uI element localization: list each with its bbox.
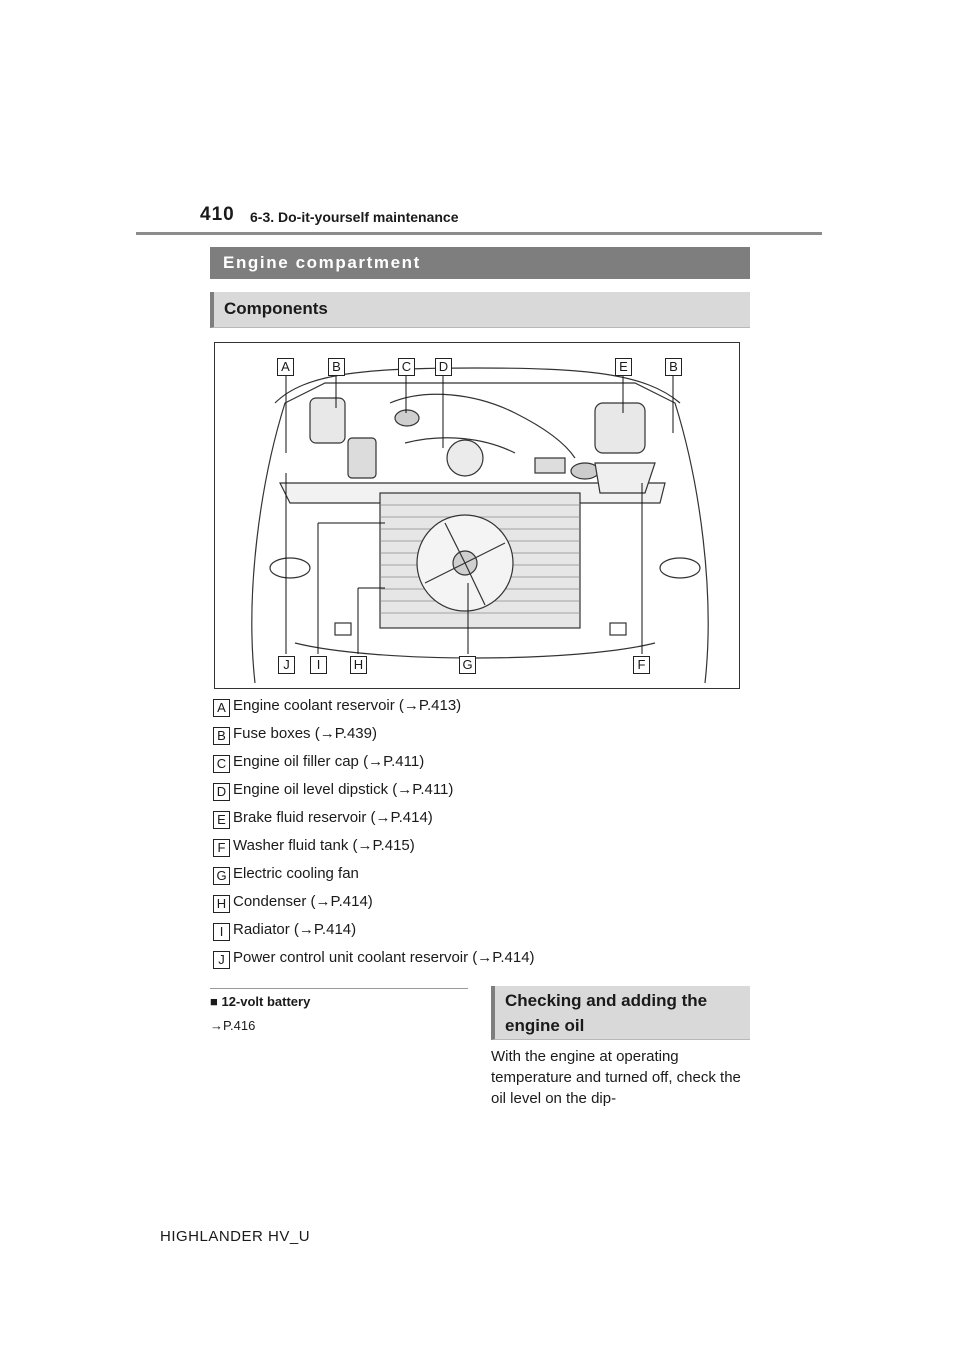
components-heading: Components (210, 292, 750, 328)
legend-letter: D (213, 783, 230, 801)
legend-letter: I (213, 923, 230, 941)
main-heading: Engine compartment (210, 247, 750, 279)
legend-letter: A (213, 699, 230, 717)
legend-letter: H (213, 895, 230, 913)
battery-subtitle: ■ 12-volt battery (210, 994, 311, 1009)
legend-letter: G (213, 867, 230, 885)
figure-label-i: I (310, 656, 327, 674)
figure-label-a: A (277, 358, 294, 376)
legend-text: Condenser (→P.414) (233, 893, 373, 910)
figure-label-b-right: B (665, 358, 682, 376)
legend-text: Engine coolant reservoir (→P.413) (233, 697, 462, 714)
oil-section-body: With the engine at operating temperature and turned off, check the oil level on the dip- (491, 1048, 741, 1107)
legend-letter: J (213, 951, 230, 969)
section-separator (210, 988, 468, 989)
section-title: 6-3. Do-it-yourself maintenance (250, 209, 459, 225)
footer-model-name: HIGHLANDER HV_U (160, 1228, 311, 1245)
figure-label-b: B (328, 358, 345, 376)
legend-text: Engine oil level dipstick (→P.411) (233, 781, 454, 798)
legend-text: Washer fluid tank (→P.415) (233, 837, 415, 854)
legend-letter: F (213, 839, 230, 857)
legend-letter: C (213, 755, 230, 773)
battery-page-reference: →P.416 (210, 1018, 256, 1033)
engine-illustration (215, 343, 739, 688)
figure-label-h: H (350, 656, 367, 674)
figure-label-g: G (459, 656, 476, 674)
oil-section-heading: Checking and adding the engine oil (491, 986, 750, 1040)
legend-letter: E (213, 811, 230, 829)
engine-compartment-figure (214, 342, 740, 689)
figure-label-f: F (633, 656, 650, 674)
page-number: 410 (200, 204, 235, 225)
legend-text: Radiator (→P.414) (233, 921, 357, 938)
figure-label-d: D (435, 358, 452, 376)
figure-label-c: C (398, 358, 415, 376)
legend-letter: B (213, 727, 230, 745)
legend-text: Electric cooling fan (233, 865, 359, 882)
legend-text: Brake fluid reservoir (→P.414) (233, 809, 433, 826)
figure-label-e: E (615, 358, 632, 376)
legend-text: Engine oil filler cap (→P.411) (233, 753, 425, 770)
legend-text: Fuse boxes (→P.439) (233, 725, 377, 742)
figure-label-j: J (278, 656, 295, 674)
legend-text: Power control unit coolant reservoir (→P.414) (233, 949, 535, 966)
header-rule (136, 232, 822, 235)
